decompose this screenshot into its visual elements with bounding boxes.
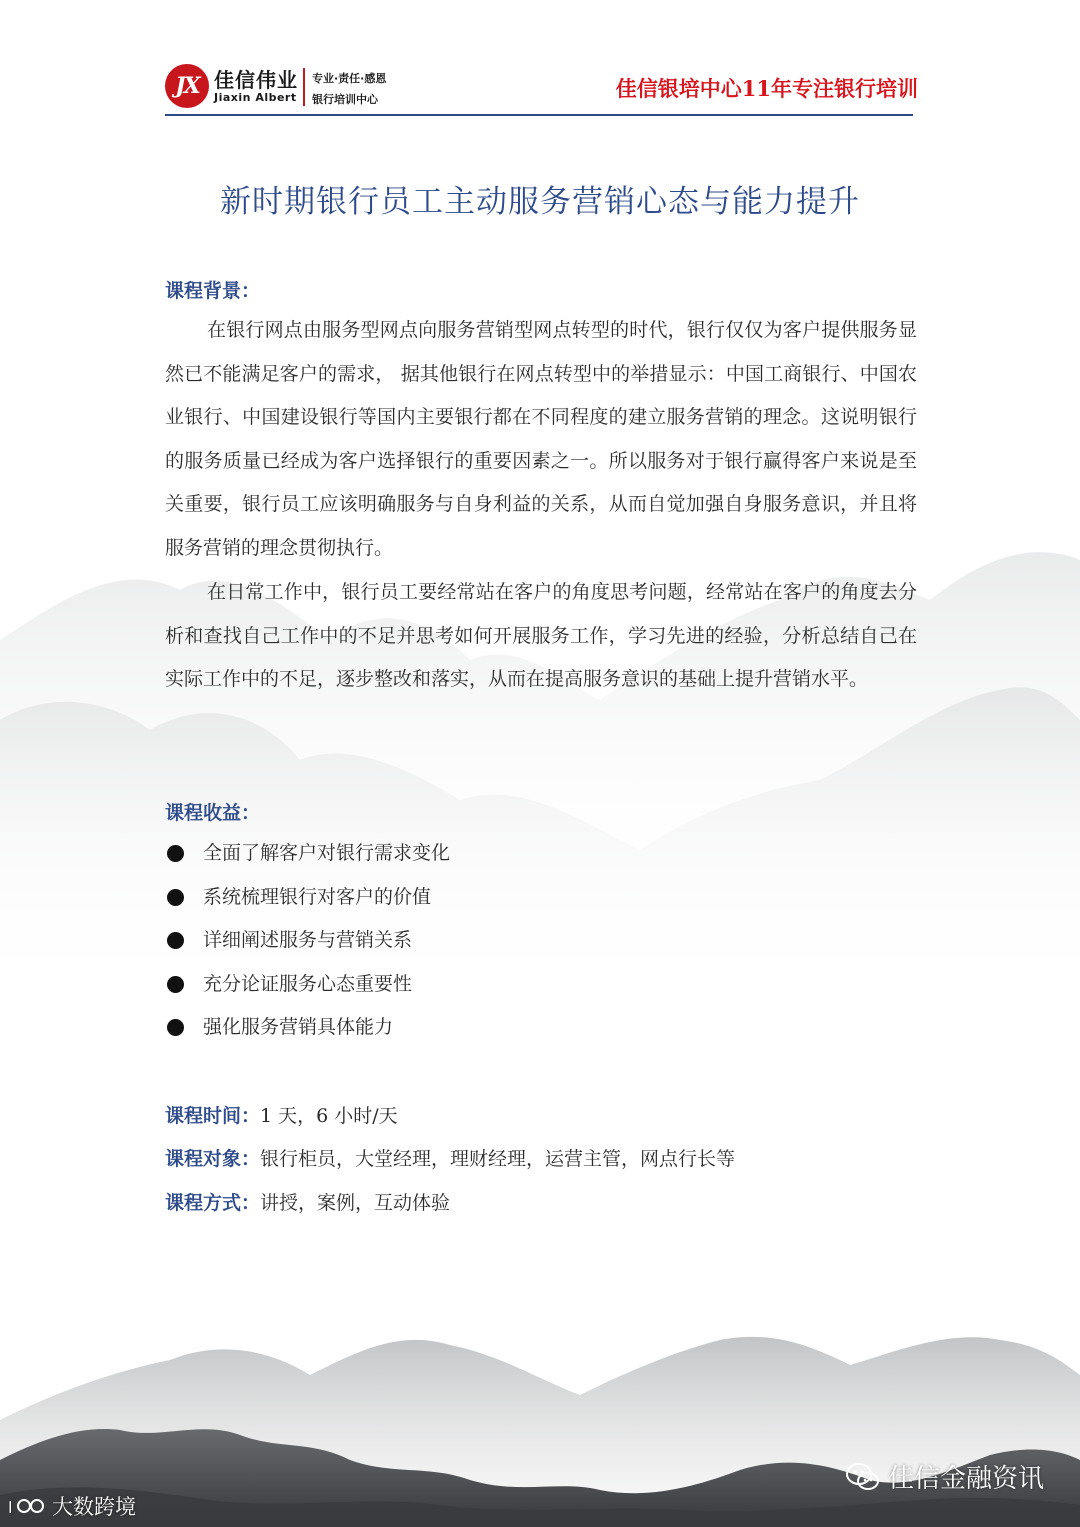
bullet-icon [167, 845, 184, 862]
wechat-icon [846, 1462, 880, 1492]
svg-text:l: l [8, 1498, 13, 1517]
course-format-row [165, 1188, 450, 1218]
benefits-section-label: 课程收益： [165, 802, 261, 824]
benefits-list [165, 832, 865, 1050]
list-item [165, 876, 865, 920]
benefit-text: 全面了解客户对银行需求变化 [203, 842, 451, 864]
bullet-icon [167, 976, 184, 993]
list-item [165, 1006, 865, 1050]
course-time-value: 1 天，6 小时/天 [260, 1105, 398, 1127]
company-slogan: 专业·责任·感恩 [312, 72, 387, 85]
company-name-en: Jiaxin Albert [214, 91, 297, 104]
background-paragraph-2: 在日常工作中，银行员工要经常站在客户的角度思考问题，经常站在客户的角度去分析和查找自己工作中的不足并思考如何开展服务工作，学习先进的经验，分析总结自己在实际工作中的不足，逐步整改和落实，从而在提高服务意识的基础上提升营销水平。 [165, 581, 917, 690]
company-subtitle: 银行培训中心 [312, 93, 378, 106]
benefit-text: 充分论证服务心态重要性 [203, 972, 413, 995]
benefit-text: 系统梳理银行对客户的价值 [203, 885, 432, 908]
bullet-icon [167, 889, 184, 906]
company-logo: JX [165, 64, 209, 108]
company-name: 佳信伟业 [214, 68, 298, 92]
100-logo-icon [8, 1493, 48, 1519]
list-item [165, 919, 865, 963]
course-time-row [165, 1101, 398, 1131]
list-item [165, 832, 865, 876]
background-section-label: 课程背景： [165, 280, 261, 302]
bullet-icon [167, 1019, 184, 1036]
benefit-text: 详细阐述服务与营销关系 [203, 929, 413, 951]
watermark-left [8, 1491, 136, 1521]
header-tagline: 佳信银培中心11年专注银行培训 [615, 76, 918, 101]
course-audience-row [165, 1144, 735, 1174]
bullet-icon [167, 932, 184, 949]
watermark-right-text: 佳信金融资讯 [887, 1464, 1044, 1494]
course-time-label: 课程时间： [165, 1105, 261, 1127]
watermark-right [846, 1458, 1044, 1495]
list-item [165, 963, 865, 1007]
course-format-value: 讲授，案例，互动体验 [260, 1192, 451, 1214]
course-audience-value: 银行柜员，大堂经理，理财经理，运营主管，网点行长等 [260, 1148, 736, 1170]
watermark-left-text: 大数跨境 [52, 1495, 136, 1519]
course-format-label: 课程方式： [165, 1192, 261, 1214]
background-paragraph-1: 在银行网点由服务型网点向服务营销型网点转型的时代，银行仅仅为客户提供服务显然已不能满足客户的需求， 据其他银行在网点转型中的举措显示：中国工商银行、中国农业银行、中国建设银行等国内主要银行都在不同程度的建立服务营销的理念。这说明银行的服务质量已经成为客户选择银行的重要因素之一。所以服务对于银行赢得客户来说是至关重要，银行员工应该明确服务与自身利益的关系，从而自觉加强自身服务意识，并且将服务营销的理念贯彻执行。 [165, 319, 917, 559]
course-audience-label: 课程对象： [165, 1148, 261, 1170]
document-title: 新时期银行员工主动服务营销心态与能力提升 [220, 184, 860, 220]
benefit-text: 强化服务营销具体能力 [203, 1016, 394, 1038]
